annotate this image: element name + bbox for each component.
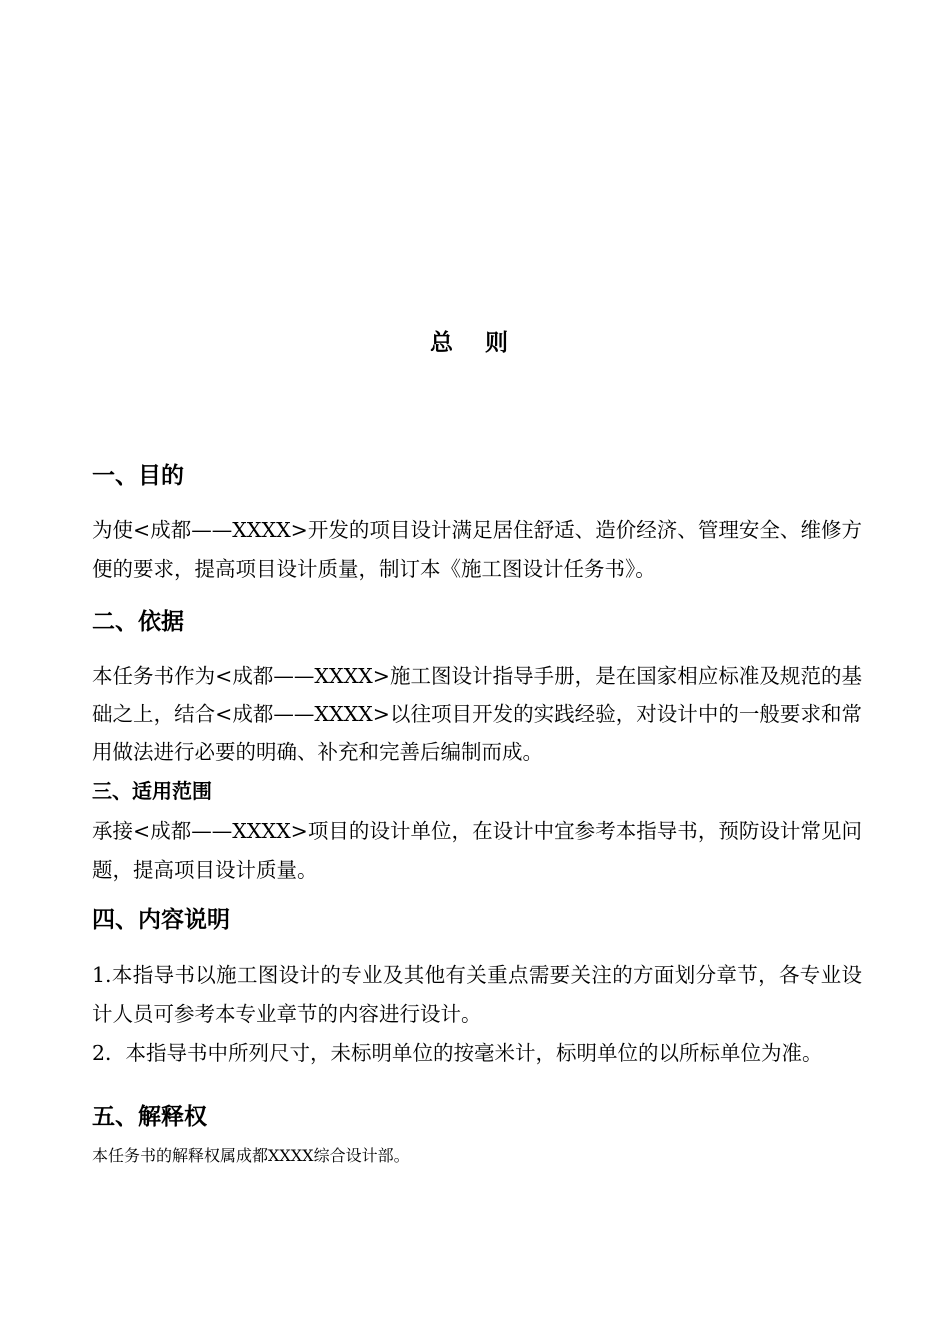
section-heading-basis: 二、依据 bbox=[92, 609, 184, 635]
section-paragraph-purpose: 为使<成都——XXXX>开发的项目设计满足居住舒适、造价经济、管理安全、维修方便的要求，提高项目设计质量，制订本《施工图设计任务书》。 bbox=[92, 518, 862, 581]
section-heading-scope: 三、适用范围 bbox=[92, 779, 212, 803]
section-paragraph-basis: 本任务书作为<成都——XXXX>施工图设计指导手册，是在国家相应标准及规范的基础之上，结合<成都——XXXX>以往项目开发的实践经验，对设计中的一般要求和常用做法进行必要的明确、补充和完善后编制而成。 bbox=[92, 664, 862, 764]
section-paragraph-content-1: 1.本指导书以施工图设计的专业及其他有关重点需要关注的方面划分章节，各专业设计人员可参考本专业章节的内容进行设计。 bbox=[92, 963, 862, 1026]
section-heading-content: 四、内容说明 bbox=[92, 907, 230, 933]
section-paragraph-interpretation: 本任务书的解释权属成都XXXX综合设计部。 bbox=[92, 1146, 410, 1165]
section-heading-purpose: 一、目的 bbox=[92, 463, 184, 489]
section-heading-interpretation: 五、解释权 bbox=[92, 1104, 207, 1130]
page-title: 总 则 bbox=[429, 330, 520, 356]
section-paragraph-content-2: 2．本指导书中所列尺寸，未标明单位的按毫米计，标明单位的以所标单位为准。 bbox=[92, 1041, 823, 1065]
section-paragraph-scope: 承接<成都——XXXX>项目的设计单位，在设计中宜参考本指导书，预防设计常见问题，提高项目设计质量。 bbox=[92, 819, 862, 882]
